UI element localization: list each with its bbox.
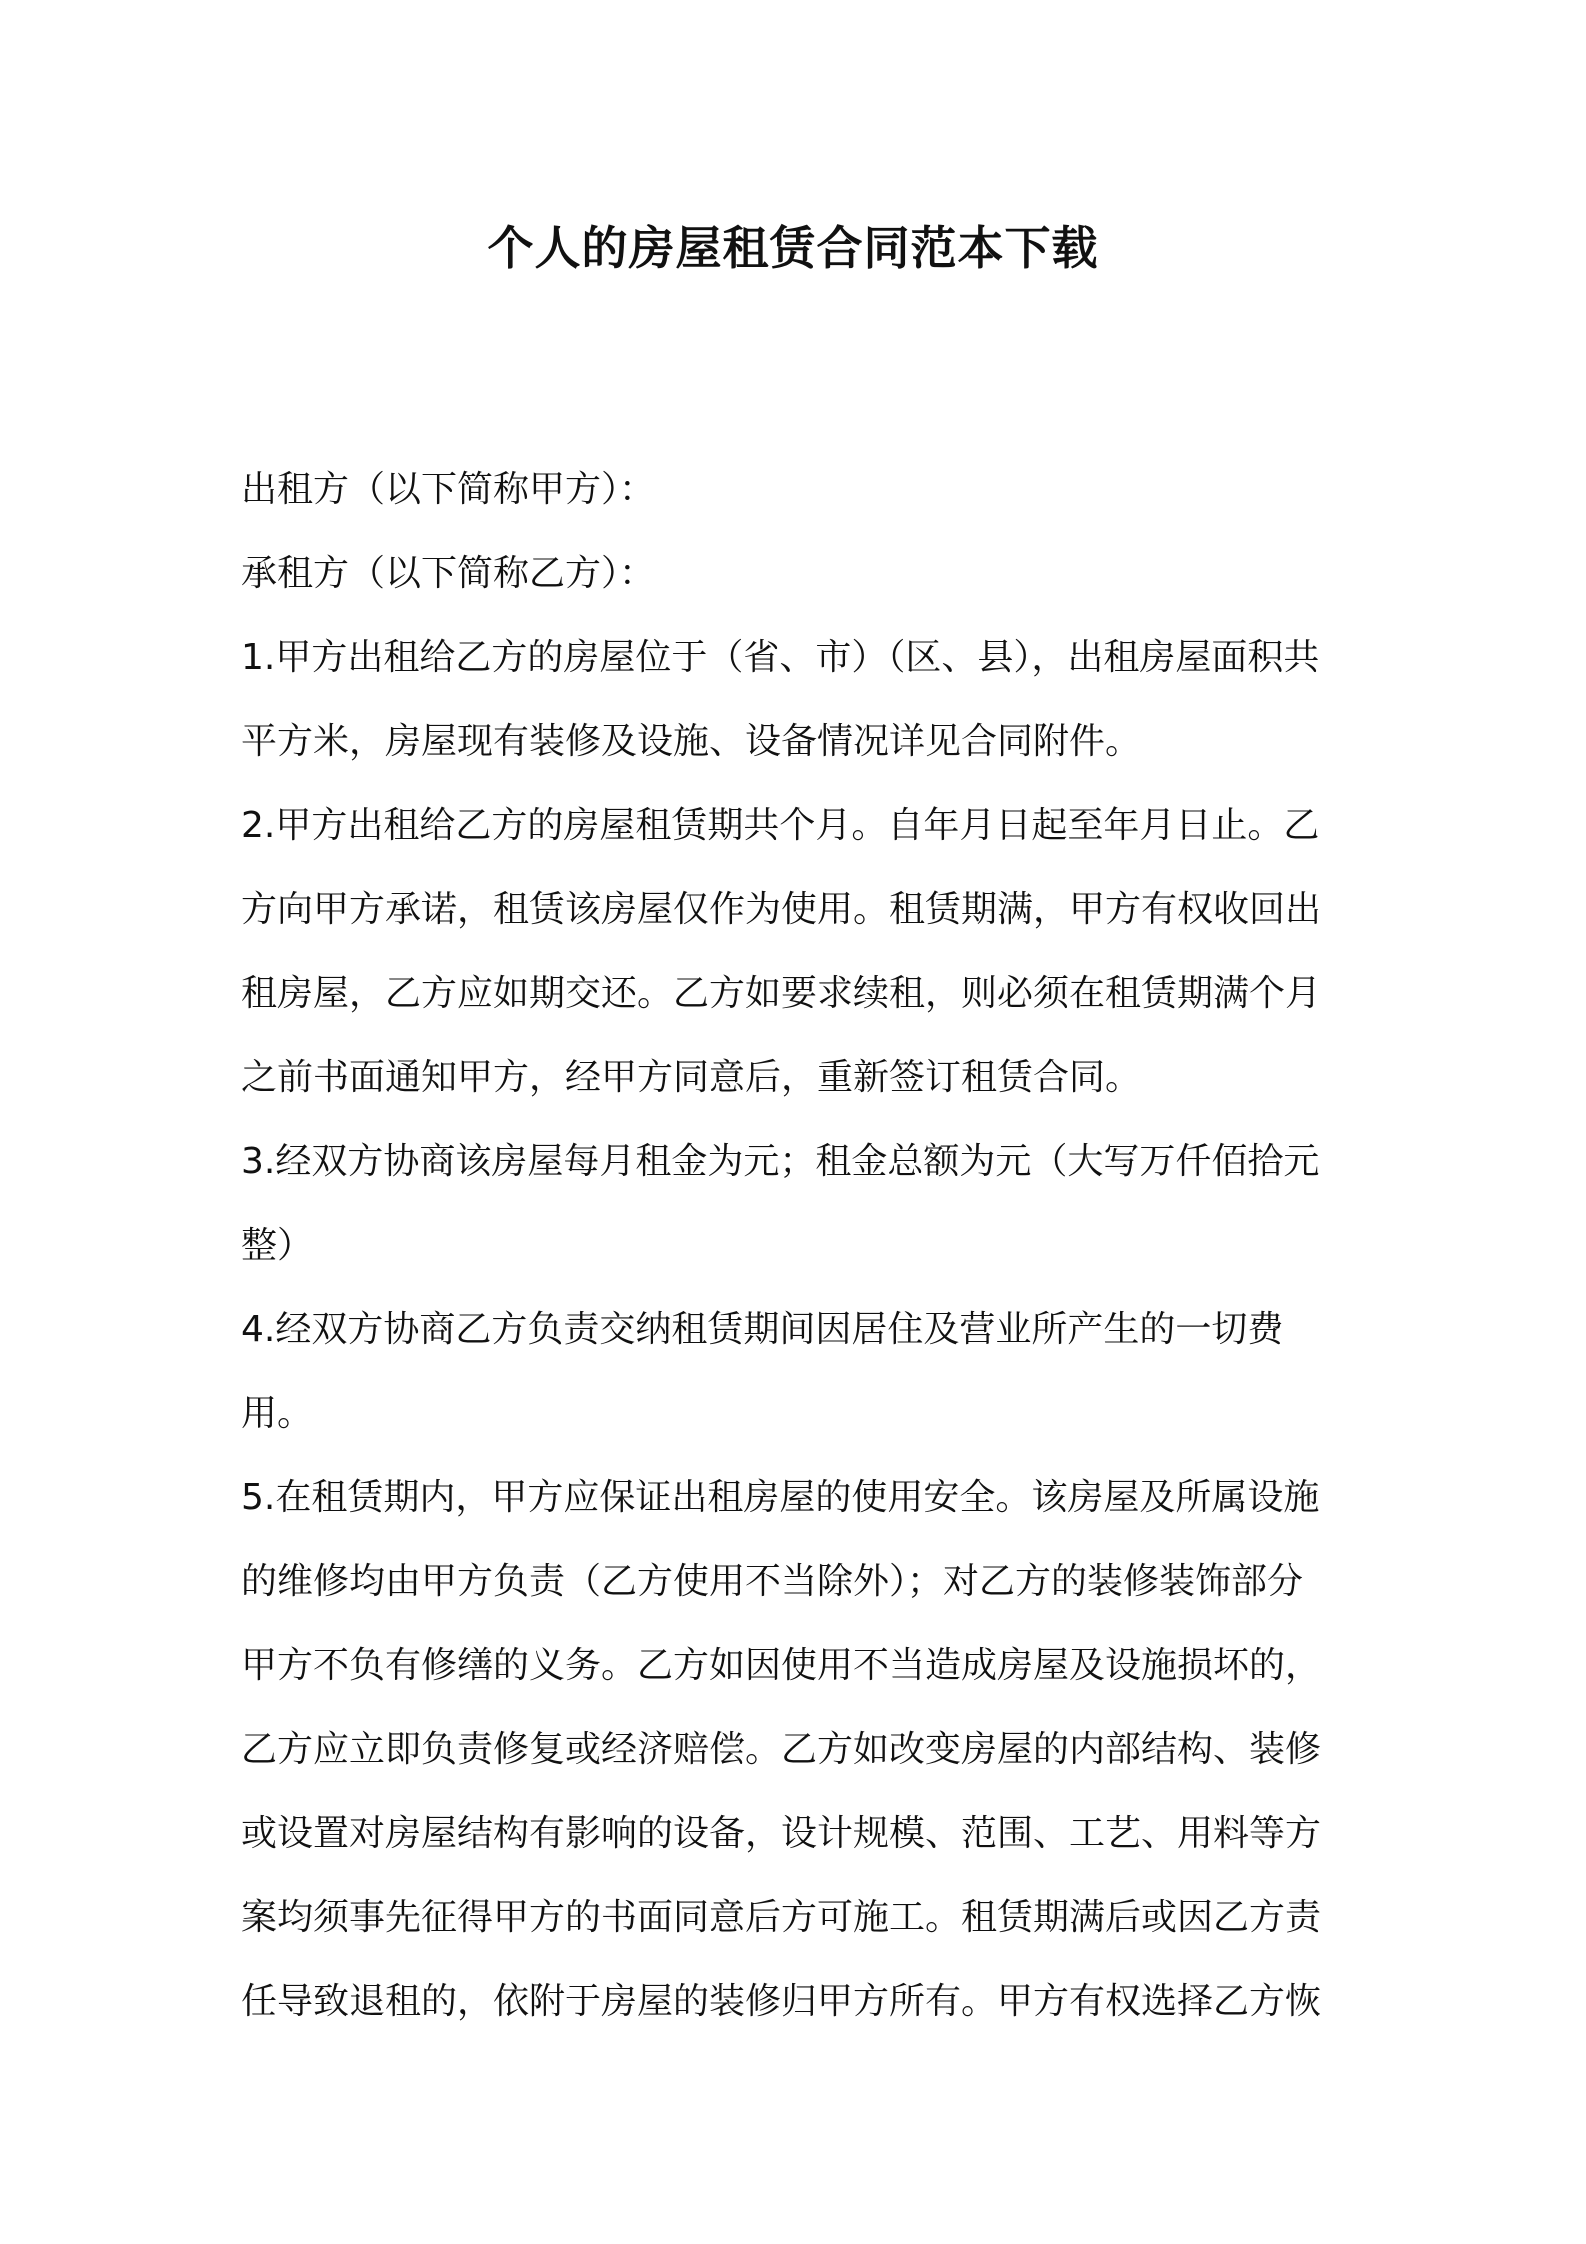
clause-5-line-6: 案均须事先征得甲方的书面同意后方可施工。租赁期满后或因乙方责 (241, 1897, 1322, 1938)
clause-4-line-2: 用。 (241, 1393, 314, 1434)
clause-4-line-1: 4.经双方协商乙方负责交纳租赁期间因居住及营业所产生的一切费 (241, 1309, 1284, 1350)
clause-2-line-3: 租房屋，乙方应如期交还。乙方如要求续租，则必须在租赁期满个月 (241, 973, 1322, 1014)
clause-2-line-1: 2.甲方出租给乙方的房屋租赁期共个月。自年月日起至年月日止。乙 (241, 805, 1320, 846)
clause-1-line-1: 1.甲方出租给乙方的房屋位于（省、市）（区、县），出租房屋面积共 (241, 637, 1320, 678)
clause-2-line-2: 方向甲方承诺，租赁该房屋仅作为使用。租赁期满，甲方有权收回出 (241, 889, 1322, 930)
party-b-line: 承租方（以下简称乙方）： (241, 553, 656, 594)
clause-2-line-4: 之前书面通知甲方，经甲方同意后，重新签订租赁合同。 (241, 1057, 1142, 1098)
clause-5-line-5: 或设置对房屋结构有影响的设备，设计规模、范围、工艺、用料等方 (241, 1813, 1322, 1854)
clause-3-line-2: 整） (241, 1225, 314, 1266)
clause-5-line-2: 的维修均由甲方负责（乙方使用不当除外）；对乙方的装修装饰部分 (241, 1561, 1304, 1602)
clause-5-line-7: 任导致退租的，依附于房屋的装修归甲方所有。甲方有权选择乙方恢 (241, 1981, 1322, 2022)
clause-5-line-1: 5.在租赁期内，甲方应保证出租房屋的使用安全。该房屋及所属设施 (241, 1477, 1320, 1518)
document-body (241, 448, 1356, 2044)
clause-3-line-1: 3.经双方协商该房屋每月租金为元；租金总额为元（大写万仟佰拾元 (241, 1141, 1320, 1182)
clause-5-line-3: 甲方不负有修缮的义务。乙方如因使用不当造成房屋及设施损坏的， (241, 1645, 1322, 1686)
clause-5-line-4: 乙方应立即负责修复或经济赔偿。乙方如改变房屋的内部结构、装修 (241, 1729, 1322, 1770)
document-title: 个人的房屋租赁合同范本下载 (487, 221, 1099, 275)
party-a-line: 出租方（以下简称甲方）： (241, 469, 656, 510)
clause-1-line-2: 平方米，房屋现有装修及设施、设备情况详见合同附件。 (241, 721, 1142, 762)
